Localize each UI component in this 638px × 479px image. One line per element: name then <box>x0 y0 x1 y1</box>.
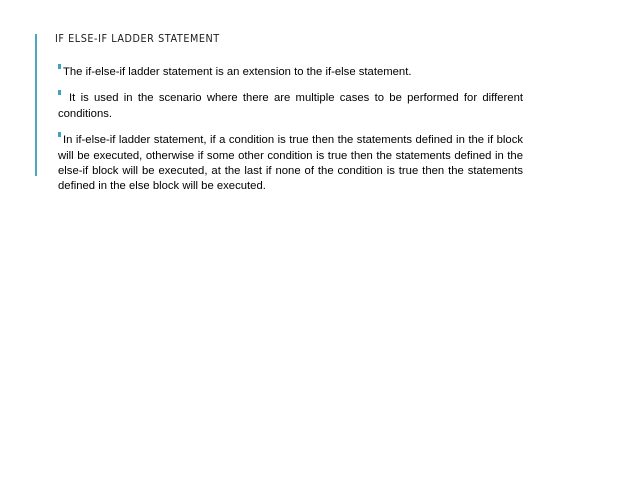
bullet-text: The if-else-if ladder statement is an extension to the if-else statement. <box>63 66 412 78</box>
bullet-item <box>55 132 523 195</box>
slide-content <box>55 60 523 195</box>
accent-bar <box>35 34 37 176</box>
bullet-text: In if-else-if ladder statement, if a condition is true then the statements defined in the if block will be executed, otherwise if some other condition is true then the statements defined in the else-if block will be executed, at the last if none of the condition is true then the statements defined in the else block will be executed. <box>58 134 523 193</box>
bullet-text: It is used in the scenario where there are multiple cases to be performed for different conditions. <box>58 92 523 120</box>
bullet-item <box>55 90 523 122</box>
bullet-marker-icon <box>58 132 61 137</box>
bullet-item <box>55 64 523 80</box>
bullet-marker-icon <box>58 90 61 95</box>
slide-title: IF ELSE-IF LADDER STATEMENT <box>55 33 220 45</box>
bullet-marker-icon <box>58 64 61 69</box>
